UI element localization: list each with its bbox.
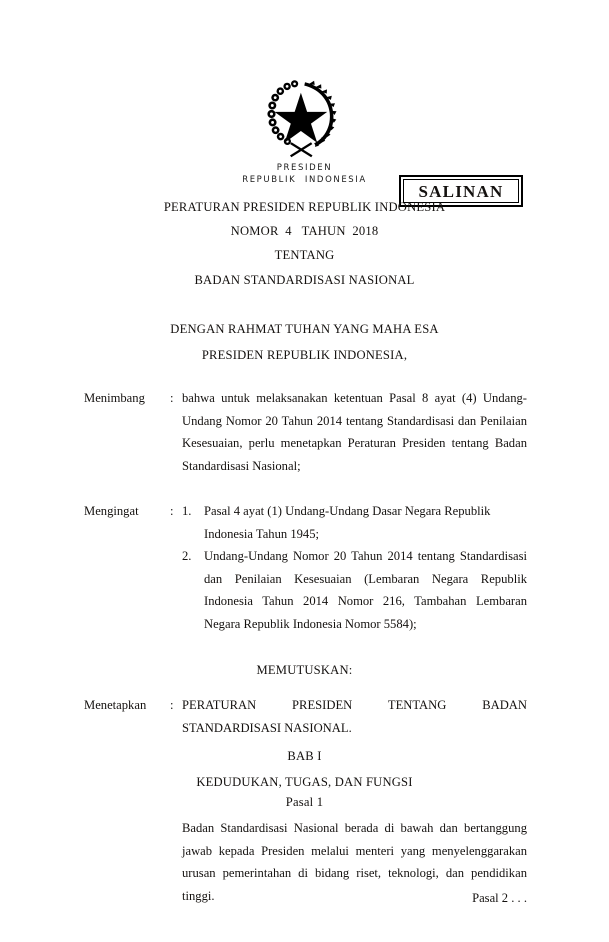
menetapkan-colon: : — [170, 698, 174, 712]
menetapkan-clause — [84, 694, 527, 739]
mengingat-clause — [84, 500, 527, 635]
list-item — [182, 545, 527, 635]
preamble-line-2: PRESIDEN REPUBLIK INDONESIA, — [201, 348, 408, 362]
list-item-text: Pasal 4 ayat (1) Undang-Undang Dasar Negara Republik Indonesia Tahun 1945; — [204, 504, 491, 541]
document-subject: BADAN STANDARDISASI NASIONAL — [194, 273, 415, 287]
menetapkan-text: PERATURAN PRESIDEN TENTANG BADAN STANDARDISASI NASIONAL. — [182, 698, 527, 735]
preamble-line-1: DENGAN RAHMAT TUHAN YANG MAHA ESA — [170, 322, 439, 336]
emblem-caption-line-2: REPUBLIK INDONESIA — [242, 174, 367, 185]
article-number: Pasal 1 — [285, 795, 324, 809]
menetapkan-body — [182, 694, 527, 739]
presidential-seal-icon — [258, 74, 344, 162]
menimbang-clause — [84, 387, 527, 477]
list-item-text: Undang-Undang Nomor 20 Tahun 2014 tentang Standardisasi dan Penilaian Kesesuaian (Lembaran Negara Republik Indonesia Tahun 2014 Nomor 216, Tambahan Lembaran Negara Republik Indonesia Nomor 5584); — [204, 549, 527, 631]
document-title-line-1: PERATURAN PRESIDEN REPUBLIK INDONESIA — [163, 200, 446, 214]
document-tentang-label: TENTANG — [274, 248, 335, 262]
mengingat-label: Mengingat — [84, 504, 139, 518]
chapter-heading: KEDUDUKAN, TUGAS, DAN FUNGSI — [196, 775, 413, 789]
list-item — [182, 500, 527, 545]
document-number-line: NOMOR 4 TAHUN 2018 — [230, 224, 379, 238]
menimbang-text: bahwa untuk melaksanakan ketentuan Pasal 8 ayat (4) Undang-Undang Nomor 20 Tahun 2014 tentang Standardisasi dan Penilaian Kesesuaian, perlu menetapkan Peraturan Presiden tentang Badan Standardisasi Nasional; — [182, 391, 527, 473]
page-continuation-note: Pasal 2 . . . — [472, 891, 527, 905]
memutuskan-heading: MEMUTUSKAN: — [256, 663, 353, 677]
menetapkan-label: Menetapkan — [84, 698, 147, 712]
menimbang-label: Menimbang — [84, 391, 145, 405]
salinan-stamp-label: SALINAN — [418, 181, 504, 201]
menimbang-body — [182, 387, 527, 477]
mengingat-colon: : — [170, 504, 174, 518]
list-item-marker: 2. — [182, 549, 192, 563]
mengingat-list — [182, 500, 527, 635]
emblem-caption-line-1: PRESIDEN — [276, 163, 333, 173]
menimbang-colon: : — [170, 391, 174, 405]
chapter-number: BAB I — [287, 749, 322, 763]
list-item-marker: 1. — [182, 504, 192, 518]
emblem-caption — [0, 163, 609, 186]
article-body-text: Badan Standardisasi Nasional berada di bawah dan bertanggung jawab kepada Presiden melalui menteri yang menyelenggarakan urusan pemerintahan di bidang riset, teknologi, dan pendidikan tinggi. — [182, 821, 527, 903]
